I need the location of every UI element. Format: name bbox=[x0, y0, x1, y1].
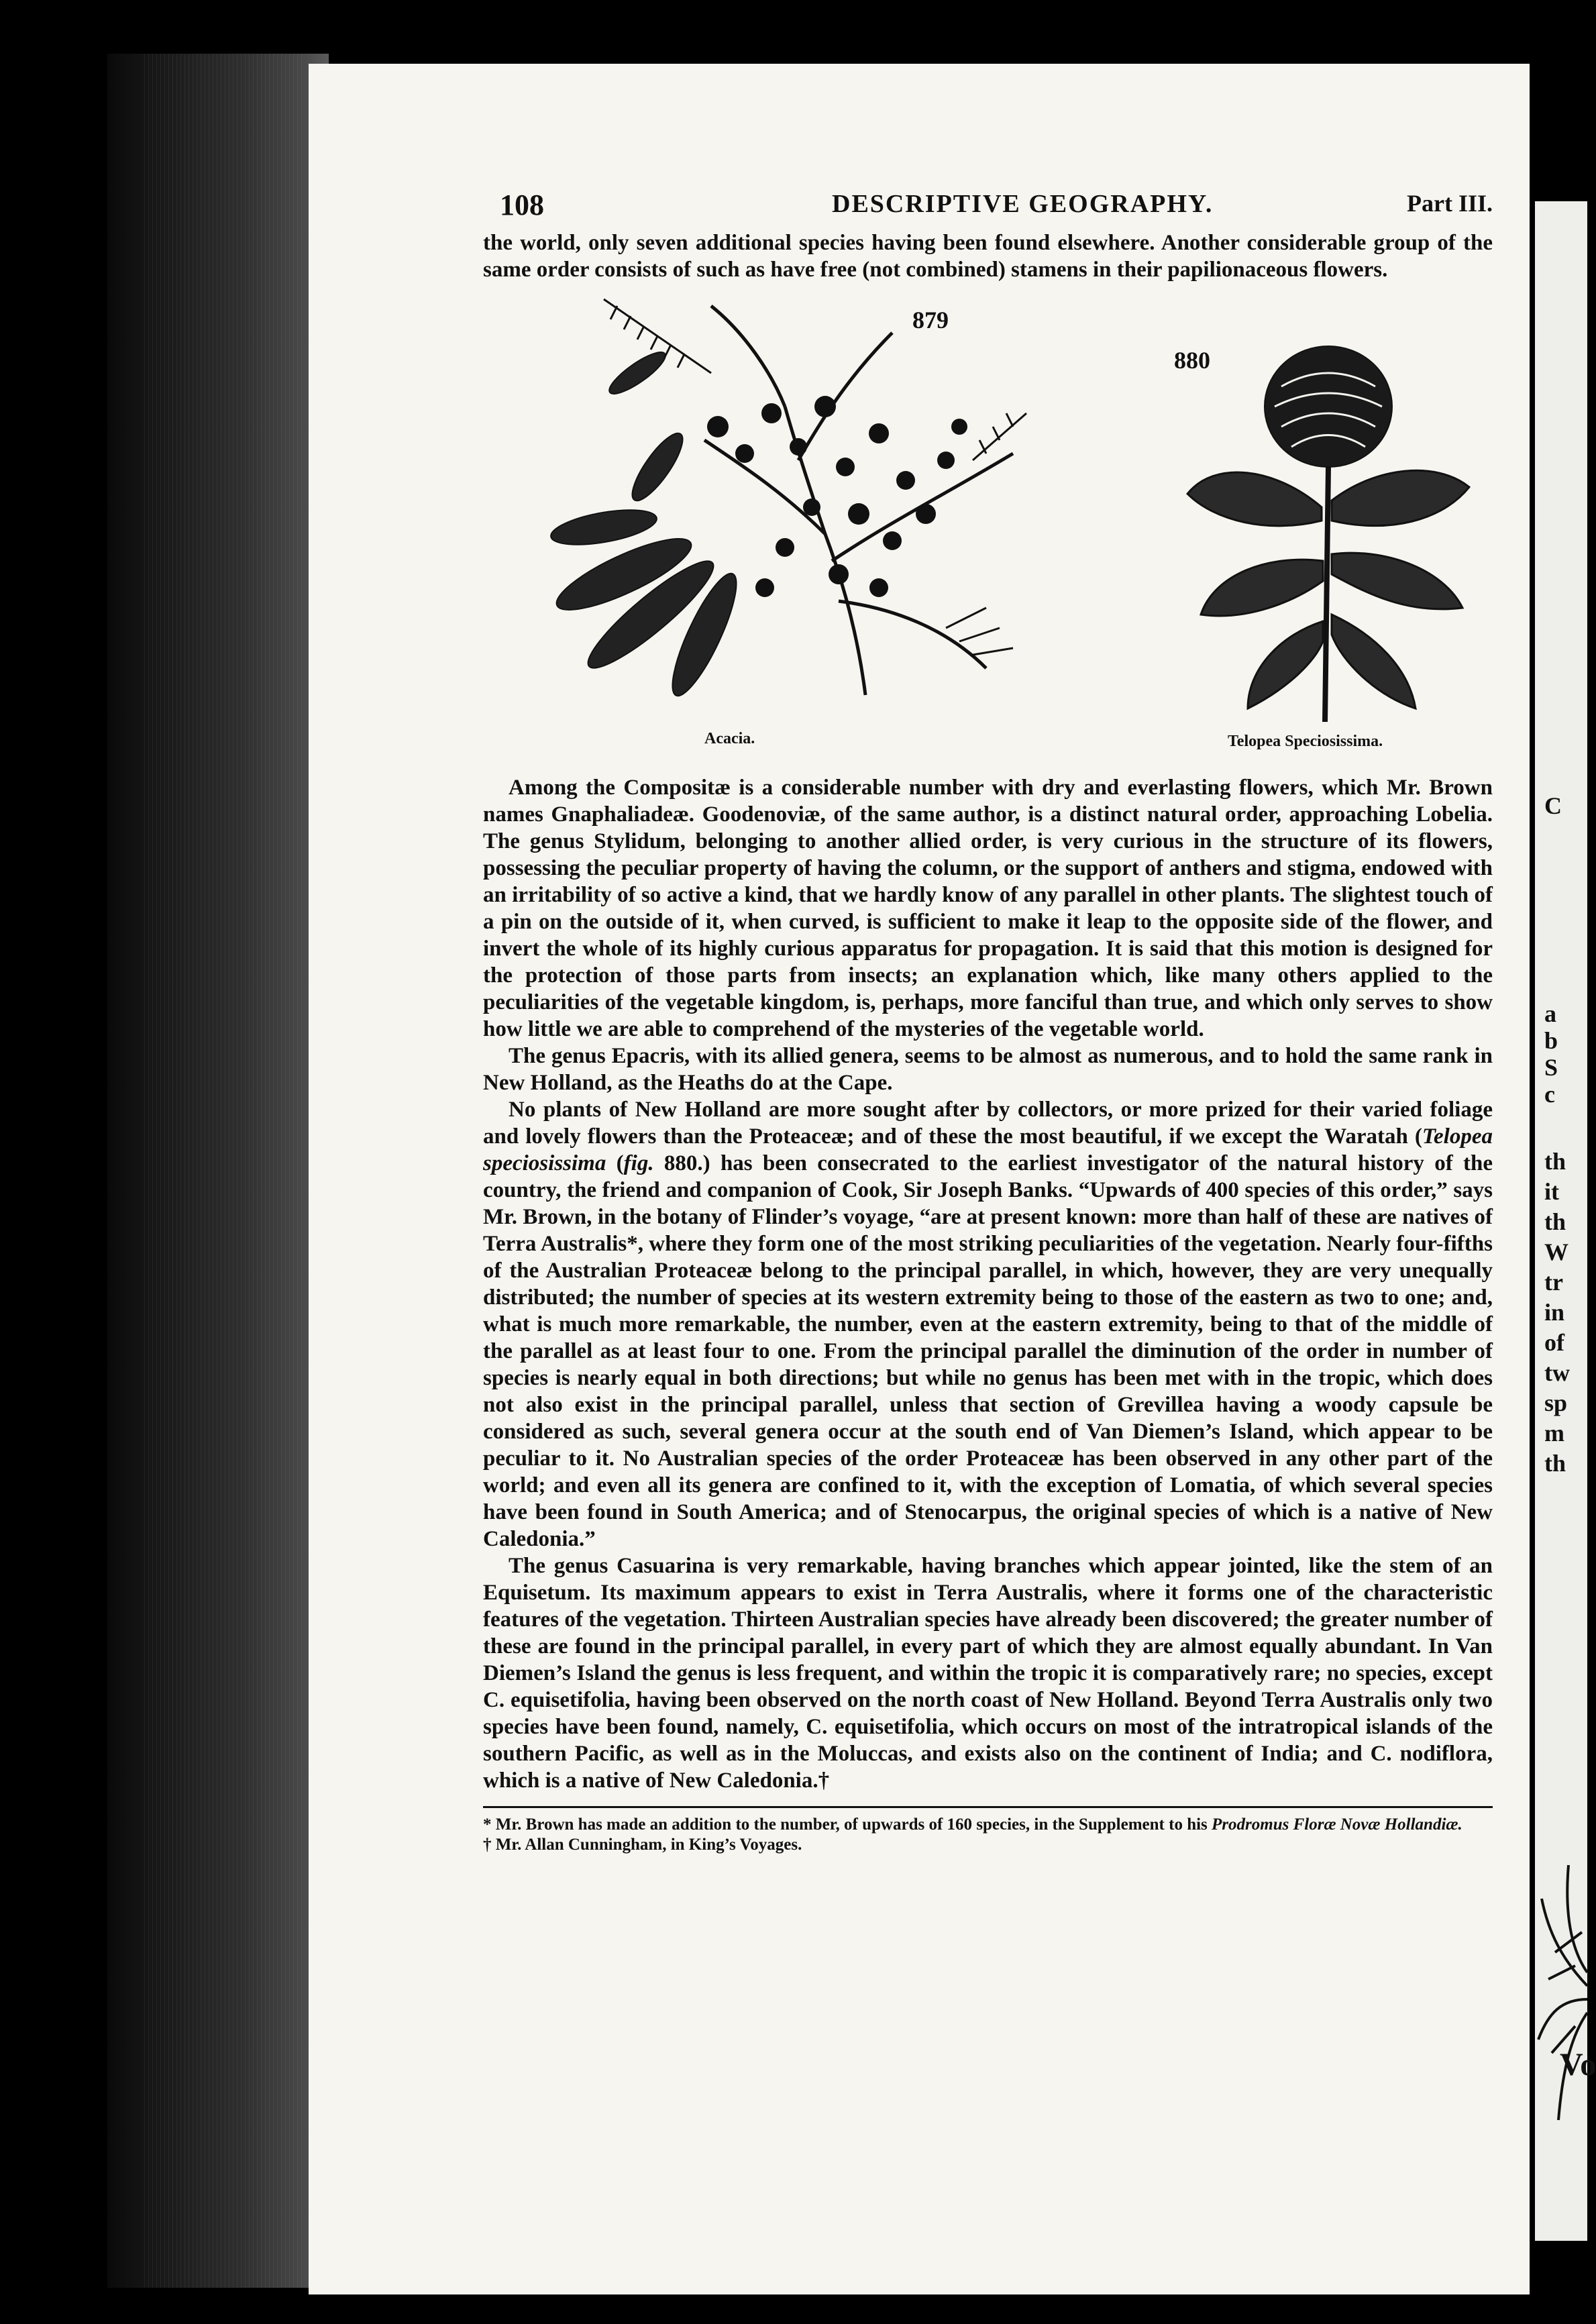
proteaceae-text: No plants of New Holland are more sought after by collectors, or more prized for their varied foliage and lovely flowers than the Proteaceæ; and of these the most beautiful, if we except the Waratah ( bbox=[483, 1098, 1493, 1149]
paragraph-epacris: The genus Epacris, with its allied genera, seems to be almost as numerous, and to hold the same rank in New Holland, as the Heaths do at the Cape. bbox=[483, 1044, 1493, 1095]
adjacent-fragment: a bbox=[1544, 1000, 1556, 1027]
adjacent-fragment: th bbox=[1544, 1450, 1566, 1477]
adjacent-bottom-text: Vo bbox=[1560, 2047, 1596, 2082]
paragraph-casuarina: The genus Casuarina is very remarkable, having branches which appear jointed, like the stem of an Equisetum. Its maximum appears to exist in Terra Australis, where it forms one of the characteristic features of the vegetation. Thirteen Australian species have already been discovered; the greater number of these are found in the principal parallel, in every part of which they are almost equally abundant. In Van Diemen’s Island the genus is less frequent, and within the tropic it is comparatively rare; no species, except C. equisetifolia, having been observed on the north coast of New Holland. Beyond Terra Australis only two species have been found, namely, C. equisetifolia, which occurs on most of the intratropical islands of the southern Pacific, as well as in the Moluccas, and exists also on the continent of India; and C. nodiflora, which is a native of New Caledonia.† bbox=[483, 1554, 1493, 1793]
adjacent-fragment: th bbox=[1544, 1148, 1566, 1175]
telopea-italic: Telopea speciosissima bbox=[483, 1124, 1493, 1175]
adjacent-fragment: C bbox=[1544, 792, 1562, 819]
adjacent-fragment: tw bbox=[1544, 1359, 1570, 1386]
intro-paragraph: the world, only seven additional species having been found elsewhere. Another considerable group of the same order consists of such as have free (not combined) stamens in their papilionaceous flowers. bbox=[483, 231, 1493, 282]
page-edges bbox=[144, 54, 305, 2288]
footnote-dagger: † Mr. Allan Cunningham, in King’s Voyages. bbox=[483, 1836, 802, 1854]
figure-number: 880 bbox=[1174, 347, 1210, 374]
footnote-italic: Prodromus Floræ Novæ Hollandiæ. bbox=[1212, 1815, 1462, 1834]
figure-row bbox=[483, 293, 1493, 762]
adjacent-fragment: m bbox=[1544, 1420, 1564, 1446]
adjacent-fragment: it bbox=[1544, 1178, 1559, 1205]
page-number: 108 bbox=[500, 189, 544, 221]
adjacent-fragment: c bbox=[1544, 1081, 1555, 1108]
proteaceae-text: ( bbox=[606, 1151, 624, 1175]
adjacent-fragment: of bbox=[1544, 1329, 1564, 1356]
adjacent-fragment: th bbox=[1544, 1208, 1566, 1235]
adjacent-fragment: in bbox=[1544, 1299, 1565, 1326]
figure-caption: Telopea Speciosissima. bbox=[1228, 733, 1383, 750]
adjacent-fragment: tr bbox=[1544, 1269, 1563, 1296]
running-header bbox=[483, 181, 1493, 229]
paragraph-compositae: Among the Compositæ is a considerable number with dry and everlasting flowers, which Mr. Brown names Gnaphaliadeæ. Goodenoviæ, of the same author, is a distinct natural order, approaching Lobelia. The genus Stylidum, belonging to another allied order, is very curious in the structure of its flowers, possessing the peculiar property of having the column, or the support of anthers and stigma, endowed with an irritability of so active a kind, that we hardly know of any parallel in other plants. The slightest touch of a pin on the outside of it, when curved, is sufficient to make it leap to the opposite side of the flower, and invert the whole of its highly curious apparatus for propagation. It is said that this motion is designed for the protection of those parts from insects; an explanation which, like many others applied to the peculiarities of the vegetable kingdom, is, perhaps, more fanciful than true, and which only serves to show how little we are able to comprehend of the mysteries of the vegetable world. bbox=[483, 776, 1493, 1041]
proteaceae-text: 880.) has been consecrated to the earliest investigator of the natural history of the country, the friend and companion of Cook, Sir Joseph Banks. “Upwards of 400 species of this order,” says Mr. Brown, in the botany of Flinder’s voyage, “are at present known: more than half of these are natives of Terra Australis*, where they form one of the most striking peculiarities of the vegetation. Nearly four-fifths of the Australian Proteaceæ belong to the principal parallel, in which, however, they are very unequally distributed; the number of species at its western extremity being to those of the eastern as two to one; and, what is much more remarkable, the number, even at the eastern extremity, being to that of the middle of the parallel as at least four to one. From the principal parallel the diminution of the order in number of species is nearly equal in both directions; but while no genus has been met with in the tropic, which does not also exist in the principal parallel, unless that section of Grevillea having a woody capsule be considered as such, several genera occur at the south end of Van Diemen’s Island, which appear to be peculiar to it. No Australian species of the order Proteaceæ has been observed in any other part of the world; and even all its genera are confined to it, with the exception of Lomatia, of which several species have been found in South America; and of Stenocarpus, the original species of which is a native of New Caledonia.” bbox=[483, 1151, 1493, 1551]
adjacent-plant-icon bbox=[1535, 1798, 1587, 2174]
telopea-engraving bbox=[1174, 333, 1483, 729]
adjacent-fragment: sp bbox=[1544, 1389, 1568, 1416]
running-title: DESCRIPTIVE GEOGRAPHY. bbox=[832, 190, 1214, 218]
page-content bbox=[483, 181, 1493, 1855]
figure-caption: Acacia. bbox=[704, 730, 755, 747]
fig-italic: fig. bbox=[623, 1151, 654, 1175]
paragraph-proteaceae bbox=[483, 1096, 1493, 1552]
footnote-text: * Mr. Brown has made an addition to the number, of upwards of 160 species, in the Supplement to his bbox=[483, 1815, 1212, 1834]
adjacent-fragment: S bbox=[1544, 1054, 1558, 1081]
part-label: Part III. bbox=[1407, 190, 1493, 217]
footnote-rule bbox=[483, 1806, 1493, 1808]
acacia-engraving bbox=[543, 293, 1053, 708]
figure-number: 879 bbox=[912, 307, 949, 333]
adjacent-fragment: W bbox=[1544, 1238, 1568, 1265]
adjacent-page bbox=[1535, 201, 1587, 2241]
footnote-star bbox=[483, 1815, 1493, 1835]
adjacent-fragment: b bbox=[1544, 1027, 1558, 1054]
